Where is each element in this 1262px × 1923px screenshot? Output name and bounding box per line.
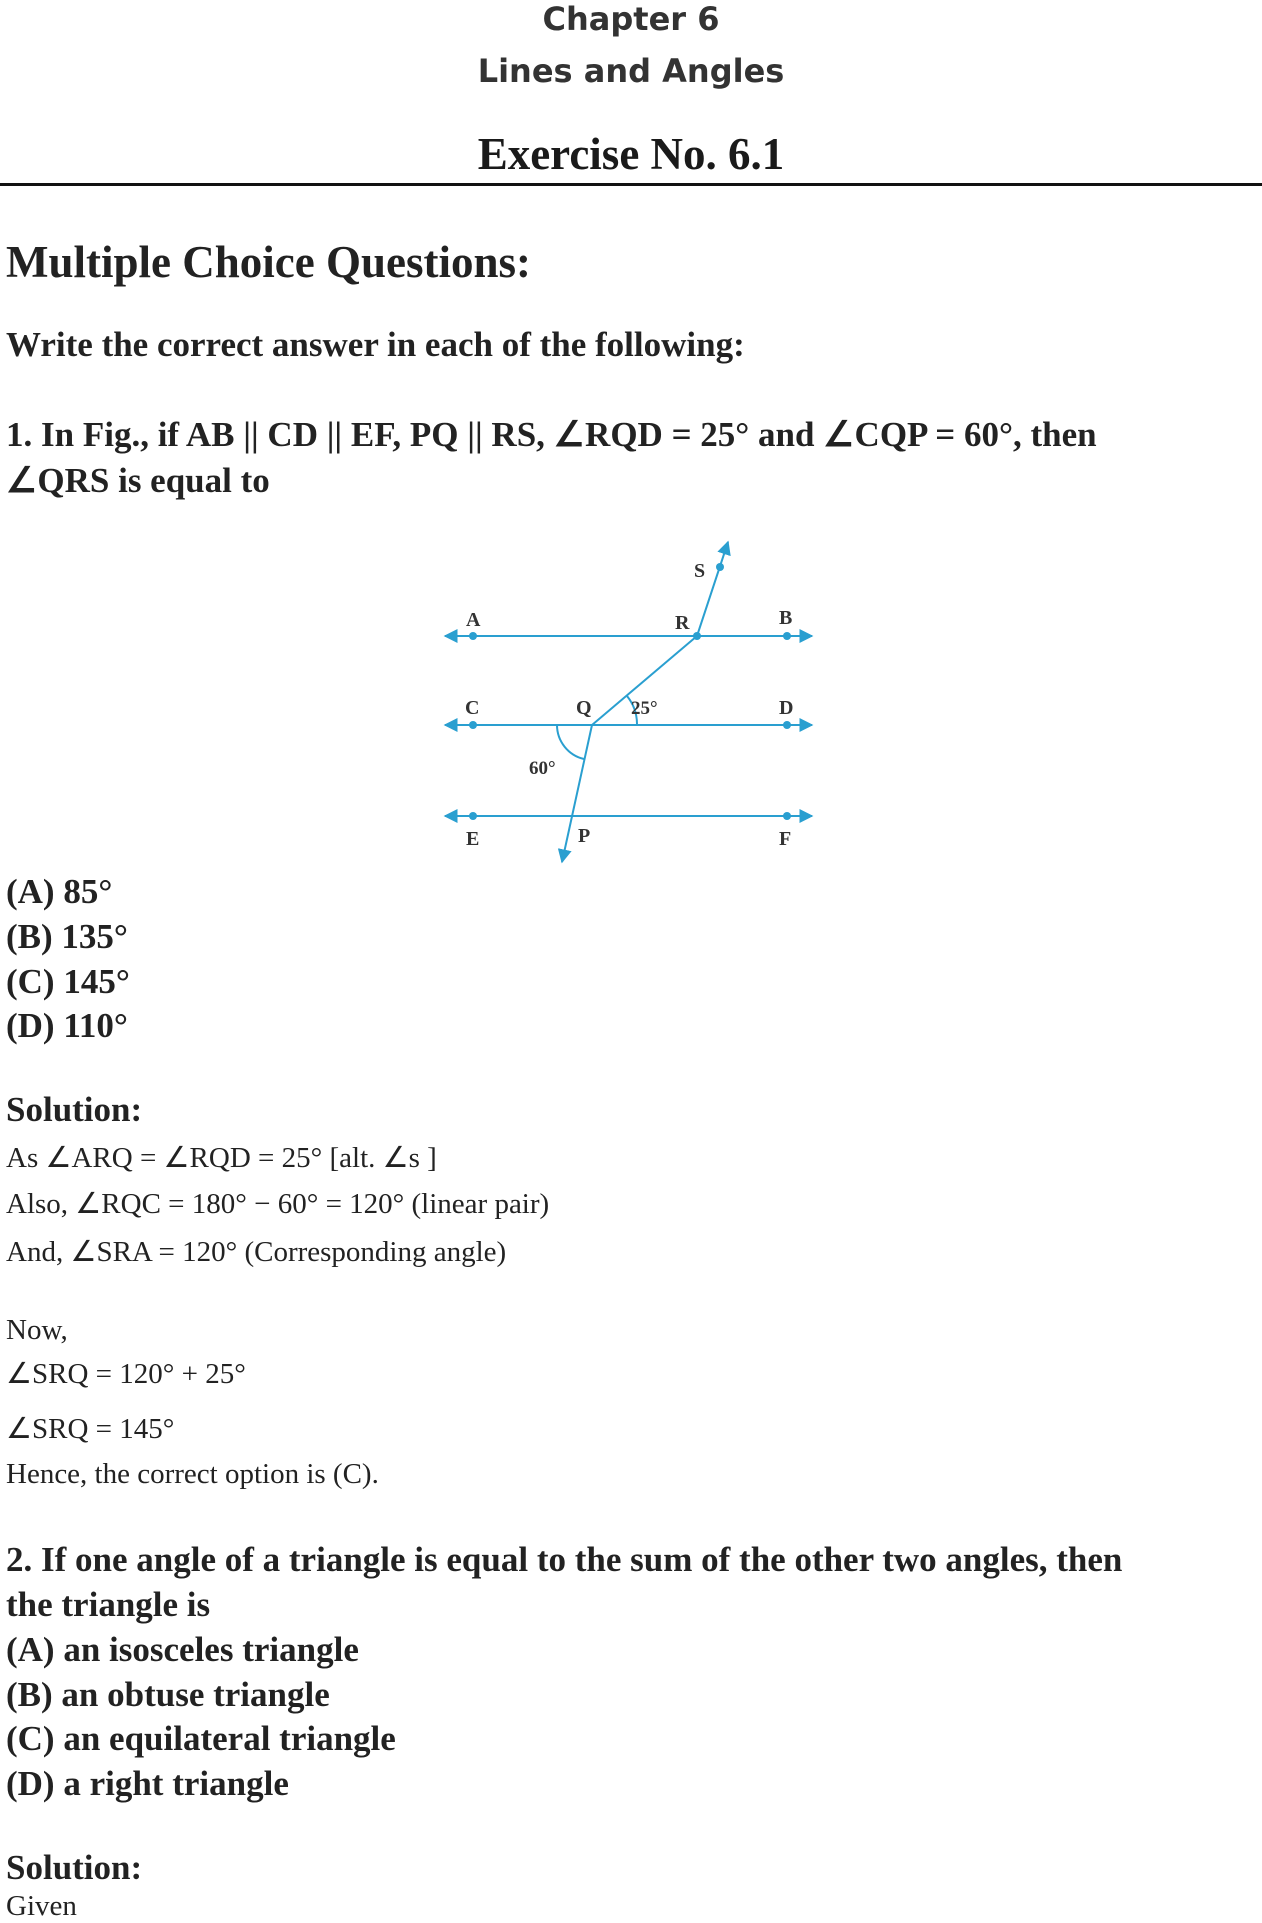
q1-option-b: (B) 135° — [6, 917, 128, 956]
header-divider — [0, 183, 1262, 186]
point-d — [783, 721, 791, 729]
q2-text-line1: 2. If one angle of a triangle is equal to the sum of the other two angles, then — [6, 1540, 1123, 1579]
chapter-label: Chapter 6 — [542, 0, 720, 38]
label-b: B — [779, 607, 793, 629]
label-s: S — [694, 560, 706, 582]
q1-option-a: (A) 85° — [6, 872, 113, 911]
q1-option-c: (C) 145° — [6, 962, 130, 1001]
instruction-text: Write the correct answer in each of the following: — [6, 325, 745, 364]
q1-solution-line-4: Now, — [6, 1314, 68, 1346]
q2-option-b: (B) an obtuse triangle — [6, 1675, 330, 1714]
label-d: D — [779, 697, 794, 719]
q2-text-line2: the triangle is — [6, 1585, 211, 1624]
q1-solution-label: Solution: — [6, 1090, 143, 1129]
q1-solution-line-7: Hence, the correct option is (C). — [6, 1458, 379, 1490]
q2-solution-line-1: Given — [6, 1890, 77, 1922]
q1-text-line2: ∠QRS is equal to — [6, 461, 270, 500]
label-a: A — [466, 609, 481, 631]
angle-60-arc — [557, 725, 584, 759]
label-angle-60: 60° — [529, 758, 556, 779]
q1-solution-line-5: ∠SRQ = 120° + 25° — [6, 1358, 246, 1390]
q1-figure — [0, 520, 1262, 870]
q2-option-d: (D) a right triangle — [6, 1764, 289, 1803]
point-s — [716, 563, 724, 571]
point-f — [783, 812, 791, 820]
q2-solution-label: Solution: — [6, 1848, 143, 1887]
ray-rs — [697, 542, 728, 636]
label-f: F — [779, 828, 792, 850]
q1-text-line1: 1. In Fig., if AB || CD || EF, PQ || RS, ∠RQD = 25° and ∠CQP = 60°, then — [6, 415, 1097, 454]
q2-option-c: (C) an equilateral triangle — [6, 1719, 396, 1758]
q2-option-a: (A) an isosceles triangle — [6, 1630, 359, 1669]
section-title: Multiple Choice Questions: — [6, 237, 531, 287]
label-angle-25: 25° — [631, 698, 658, 719]
q1-solution-line-6: ∠SRQ = 145° — [6, 1413, 175, 1445]
point-b — [783, 632, 791, 640]
q1-solution-line-2: Also, ∠RQC = 180° − 60° = 120° (linear pair) — [6, 1188, 550, 1220]
q1-solution-line-3: And, ∠SRA = 120° (Corresponding angle) — [6, 1236, 507, 1268]
chapter-subtitle: Lines and Angles — [477, 52, 785, 90]
label-e: E — [466, 828, 480, 850]
q1-option-d: (D) 110° — [6, 1006, 128, 1045]
point-a — [469, 632, 477, 640]
q1-solution-line-1: As ∠ARQ = ∠RQD = 25° [alt. ∠s ] — [6, 1142, 437, 1174]
point-c — [469, 721, 477, 729]
label-q: Q — [576, 697, 592, 719]
label-r: R — [675, 612, 690, 634]
point-r — [693, 632, 701, 640]
exercise-title: Exercise No. 6.1 — [477, 129, 785, 179]
label-c: C — [465, 697, 480, 719]
point-e — [469, 812, 477, 820]
label-p: P — [578, 825, 591, 847]
